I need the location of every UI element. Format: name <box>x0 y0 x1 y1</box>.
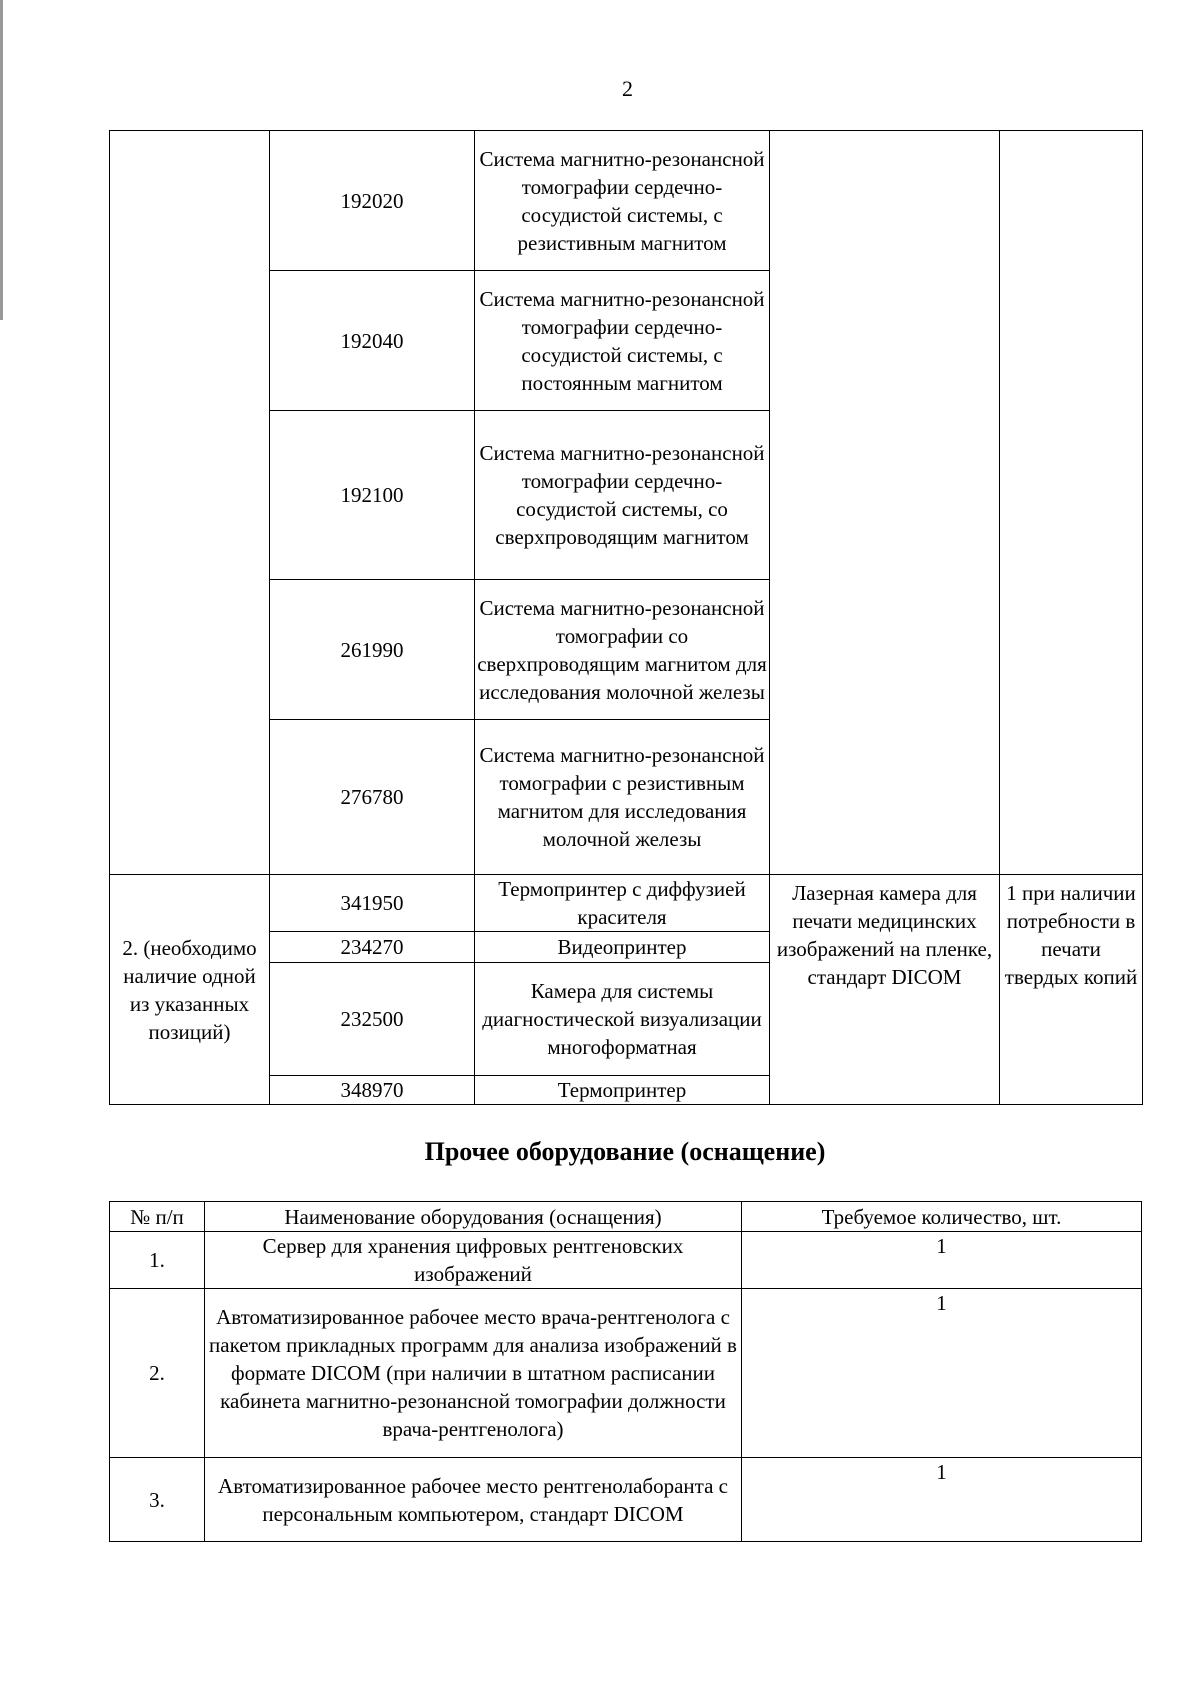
table-row <box>110 875 1143 932</box>
row-qty: 1 <box>742 1289 1142 1458</box>
name-cell: Система магнитно-резонансной томографии сердечно-сосудистой системы, со сверхпроводящим магнитом <box>475 411 770 580</box>
code-cell: 261990 <box>270 580 475 720</box>
scan-edge <box>0 0 3 320</box>
header-row <box>110 1202 1142 1232</box>
section-title: Прочее оборудование (оснащение) <box>424 1137 826 1166</box>
equipment-table <box>109 130 1143 1105</box>
group1-number-cell <box>110 131 270 875</box>
row-num: 1. <box>110 1232 205 1289</box>
name-cell: Видеопринтер <box>475 932 770 963</box>
group1-requirement-cell <box>770 131 1000 875</box>
code-cell: 192100 <box>270 411 475 580</box>
table-row <box>110 1232 1142 1289</box>
header-name: Наименование оборудования (оснащения) <box>205 1202 742 1232</box>
header-qty: Требуемое количество, шт. <box>742 1202 1142 1232</box>
table-row <box>110 131 1143 271</box>
row-name: Сервер для хранения цифровых рентгеновских изображений <box>205 1232 742 1289</box>
code-cell: 341950 <box>270 875 475 932</box>
name-cell: Термопринтер <box>475 1076 770 1105</box>
name-cell: Система магнитно-резонансной томографии со сверхпроводящим магнитом для исследования молочной железы <box>475 580 770 720</box>
page-number: 2 <box>622 76 633 101</box>
row-name: Автоматизированное рабочее место рентгенолаборанта с персональным компьютером, стандарт DICOM <box>205 1458 742 1542</box>
other-equipment-table <box>109 1201 1142 1542</box>
name-cell: Термопринтер с диффузией красителя <box>475 875 770 932</box>
group2-number-cell: 2. (необходимо наличие одной из указанных позиций) <box>110 875 270 1105</box>
code-cell: 276780 <box>270 720 475 875</box>
name-cell: Камера для системы диагностической визуализации многоформатная <box>475 963 770 1076</box>
row-qty: 1 <box>742 1458 1142 1542</box>
name-cell: Система магнитно-резонансной томографии с резистивным магнитом для исследования молочной железы <box>475 720 770 875</box>
group2-quantity-cell: 1 при наличии потребности в печати твердых копий <box>1000 875 1143 1105</box>
group2-requirement-cell: Лазерная камера для печати медицинских изображений на пленке, стандарт DICOM <box>770 875 1000 1105</box>
name-cell: Система магнитно-резонансной томографии сердечно-сосудистой системы, с постоянным магнитом <box>475 271 770 411</box>
code-cell: 234270 <box>270 932 475 963</box>
code-cell: 348970 <box>270 1076 475 1105</box>
header-num: № п/п <box>110 1202 205 1232</box>
row-qty: 1 <box>742 1232 1142 1289</box>
code-cell: 192040 <box>270 271 475 411</box>
row-num: 3. <box>110 1458 205 1542</box>
table-row <box>110 1289 1142 1458</box>
row-num: 2. <box>110 1289 205 1458</box>
name-cell: Система магнитно-резонансной томографии сердечно-сосудистой системы, с резистивным магнитом <box>475 131 770 271</box>
row-name: Автоматизированное рабочее место врача-рентгенолога с пакетом прикладных программ для анализа изображений в формате DICOM (при наличии в штатном расписании кабинета магнитно-резонансной томографии должности врача-рентгенолога) <box>205 1289 742 1458</box>
code-cell: 232500 <box>270 963 475 1076</box>
table-row <box>110 1458 1142 1542</box>
group1-quantity-cell <box>1000 131 1143 875</box>
code-cell: 192020 <box>270 131 475 271</box>
